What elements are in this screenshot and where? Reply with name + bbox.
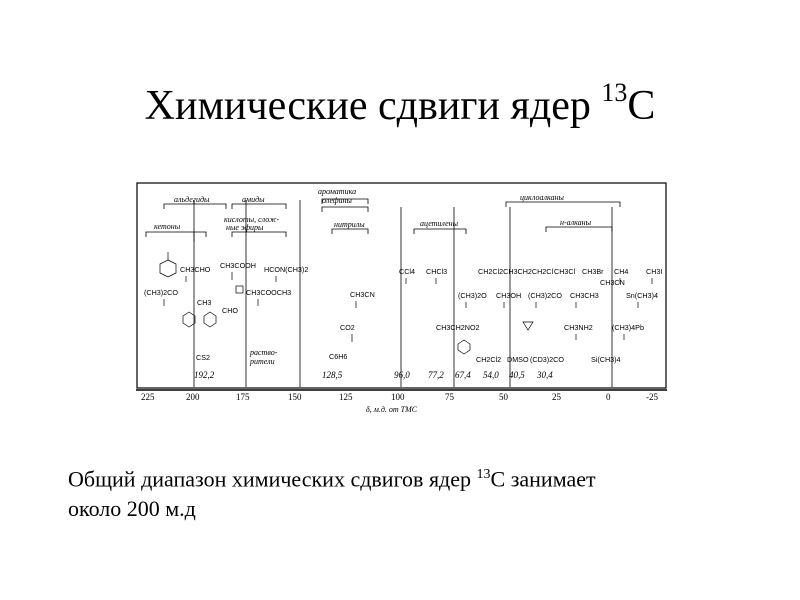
tick-label: 125 [339,392,353,402]
compound-label: CH3Cl [554,267,576,276]
compound-label: CH4 [614,267,629,276]
solvents-label: раство- [250,348,278,357]
compound-label: CH3CHO [180,265,211,274]
compound-label: CH3COOCH3 [246,288,292,297]
slide-caption [68,460,748,524]
compound-label: CH3CH3 [570,291,599,300]
group-label-cycloalkanes: циклоалканы [520,193,564,202]
compound-label: (CH3)2CO [144,288,178,297]
solvent-shift-value: 67,4 [455,370,471,380]
caption-line-2: около 200 м.д [68,496,196,522]
compound-label: CH2Cl2CH3CH2CH2Cl [478,267,554,276]
compound-label: CH3CN [350,290,375,299]
compound-label: Si(CH3)4 [591,355,621,364]
tick-label: 100 [391,392,405,402]
solvent-shift-value: 77,2 [428,370,444,380]
compound-label: CCl4 [399,267,415,276]
solvent-shift-values [194,370,553,380]
slide-title: Химические сдвиги ядер $^{13}$С [144,78,656,129]
group-label-aldehydes: альдегиды [174,195,210,204]
compound-label: CO2 [340,323,355,332]
compound-labels [144,261,662,364]
tick-label: 175 [236,392,250,402]
compound-label: CH3CN [600,278,625,287]
compound-label: CHCl3 [426,267,448,276]
compound-label: Sn(CH3)4 [626,291,658,300]
tick-label: 225 [141,392,155,402]
solvents-label: рители [250,357,275,366]
compound-label: (CH3)4Pb [612,323,644,332]
group-label-esters: ные эфиры [226,223,264,232]
caption-line-1: Общий диапазон химических сдвигов ядер $^{13}$С занимает [68,466,596,492]
compound-label: (CH3)2CO [528,291,562,300]
group-label-n-alkanes: н-алканы [560,218,592,227]
compound-label: CH2Cl2 [476,355,502,364]
compound-label: CH3COOH [220,261,256,270]
solvent-shift-value: 96,0 [394,370,410,380]
group-label-aromatics: ароматика [318,187,357,196]
tick-label: 25 [552,392,561,402]
group-label-amides: амиды [242,195,265,204]
compound-label: CH3CH2NO2 [436,323,480,332]
compound-label: CHO [222,306,238,315]
compound-label: CH3NH2 [564,323,593,332]
axis-tick-labels [141,392,658,402]
c13-shift-chart-figure [136,182,667,418]
tick-label: 200 [186,392,200,402]
group-label-ketones: кетоны [154,222,181,231]
solvent-shift-value: 54,0 [483,370,499,380]
solvent-shift-value: 40,5 [509,370,525,380]
solvent-shift-value: 128,5 [322,370,343,380]
compound-label: C6H6 [329,352,348,361]
compound-label: HCON(CH3)2 [264,265,309,274]
tick-label: 150 [288,392,302,402]
group-label-nitriles: нитрилы [334,220,365,229]
compound-label: CH3I [646,267,663,276]
axis-label: δ, м.д. от ТМС [366,405,418,414]
tick-label: 50 [499,392,508,402]
tick-label: -25 [646,392,658,402]
group-label-acetylenes: ацетилены [420,219,459,228]
group-label-acids: кислоты, слож- [224,215,280,224]
compound-label: DMSO [507,355,529,364]
compound-label: (CD3)2CO [530,355,564,364]
solvent-shift-value: 30,4 [537,370,553,380]
group-label-olefins: олефины [322,196,352,205]
tick-label: 75 [445,392,454,402]
compound-label: CH3 [197,298,212,307]
compound-label: (CH3)2O [458,291,487,300]
compound-label: CH3Br [582,267,604,276]
compound-label: CS2 [196,353,210,362]
tick-label: 0 [606,392,611,402]
solvent-shift-value: 192,2 [194,370,215,380]
compound-label: CH3OH [496,291,522,300]
